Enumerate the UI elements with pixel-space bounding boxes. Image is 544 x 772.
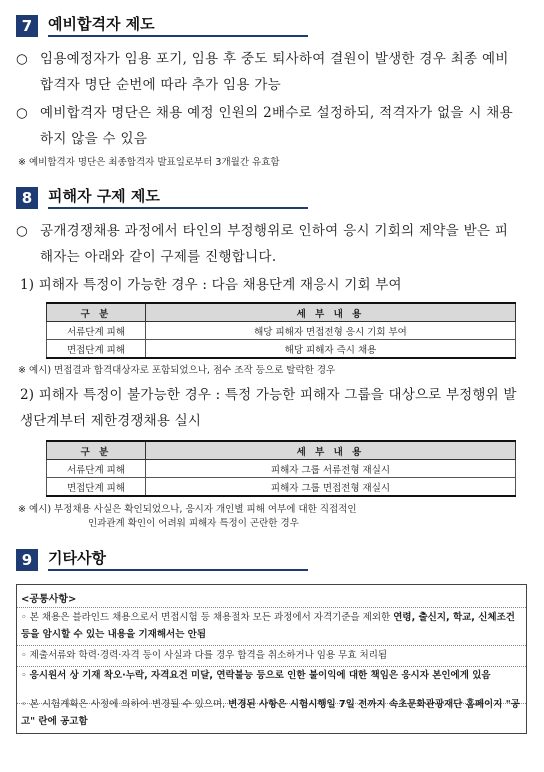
sec7-item-2 [16,100,520,152]
table-victim-unidentifiable [46,440,516,497]
sec8-sub-2 [20,382,520,434]
table-row [47,478,516,497]
divider [17,645,526,646]
section-number: 8 [16,187,38,209]
common-notes-box [16,584,527,734]
item-text: 예비합격자 명단은 채용 예정 인원의 2배수로 설정하되, 적격자가 없을 시 채용하지 않을 수 있음 [40,105,513,147]
section-title: 예비합격자 제도 [48,14,308,37]
table-row [47,322,516,340]
table-cell: 서류단계 피해 [47,322,146,340]
sec8-sub-1: 1) 피해자 특정이 가능한 경우 : 다음 채용단계 재응시 기회 부여 [20,277,402,293]
section-title: 피해자 구제 제도 [48,186,308,209]
table-header-row [47,441,516,460]
small-circle-bullet-icon: ◦ [21,699,27,710]
col-header: 세 부 내 용 [146,441,516,460]
divider [17,607,526,608]
item-text: 공개경쟁채용 과정에서 타인의 부정행위로 인하여 응시 기회의 제약을 받은 피해자는 아래와 같이 구제를 진행합니다. [40,223,509,265]
section-9-header [16,548,308,571]
section-title: 기타사항 [48,548,308,571]
sec7-note: ※ 예비합격자 명단은 최종합격자 발표일로부터 3개월간 유효함 [18,157,280,168]
col-header: 세 부 내 용 [146,303,516,322]
section-number: 7 [16,15,38,37]
item-bold-text: 응시원서 상 기재 착오·누락, 자격요건 미달, 연락불능 등으로 인한 불이익에 대한 책임은 응시자 본인에게 있음 [29,670,491,681]
item-text: 임용예정자가 임용 포기, 임용 후 중도 퇴사하여 결원이 발생한 경우 최종 예비합격자 명단 순번에 따라 추가 임용 가능 [40,51,509,93]
table-cell: 면접단계 피해 [47,340,146,359]
circle-bullet-icon: ○ [16,51,29,67]
notes-item-4 [21,696,521,730]
table-cell: 피해자 그룹 서류전형 재실시 [146,460,516,478]
table-cell: 해당 피해자 즉시 채용 [146,340,516,359]
table-header-row [47,303,516,322]
item-text: 제출서류와 학력·경력·자격 등이 사실과 다를 경우 합격을 취소하거나 임용 무효 처리됨 [29,650,388,661]
col-header: 구 분 [47,303,146,322]
section-7-header [16,14,308,37]
box-header: <공통사항> [21,594,77,605]
table-cell: 면접단계 피해 [47,478,146,497]
sec8-note-1: ※ 예시) 면접결과 합격대상자로 포함되었으나, 점수 조작 등으로 탈락한 경우 [18,365,336,376]
circle-bullet-icon: ○ [16,223,29,239]
sec7-item-1 [16,46,520,98]
table-cell: 서류단계 피해 [47,460,146,478]
item-bold-text: 변경된 사항은 시험시행일 7일 전까지 속초문화관광재단 홈페이지 "공고" 란에 공고함 [21,699,520,727]
small-circle-bullet-icon: ◦ [21,670,27,681]
sec8-note-2-cont: 인과관계 확인이 어려워 피해자 특정이 곤란한 경우 [88,518,299,529]
table-row [47,340,516,359]
section-8-header [16,186,308,209]
section-number: 9 [16,549,38,571]
small-circle-bullet-icon: ◦ [21,612,27,623]
table-cell: 피해자 그룹 면접전형 재실시 [146,478,516,497]
notes-item-2 [21,647,521,664]
table-row [47,460,516,478]
sub-text: 2) 피해자 특정이 불가능한 경우 : 특정 가능한 피해자 그룹을 대상으로 부정행위 발생단계부터 제한경쟁채용 실시 [20,387,517,429]
sec8-item [16,218,520,270]
item-bold-text: 연령, 출신지, 학교, 신체조건 등을 암시할 수 있는 내용을 기재해서는 안됨 [21,612,515,640]
item-text: 본 채용은 블라인드 채용으로서 면접시험 등 채용절차 모든 과정에서 자격기준을 제외한 [29,612,394,623]
notes-item-1 [21,609,521,643]
sec8-note-2: ※ 예시) 부정채용 사실은 확인되었으나, 응시자 개인별 피해 여부에 대한 직접적인 [18,504,357,515]
item-text: 본 시험계획은 사정에 의하여 변경될 수 있으며, [29,699,229,710]
table-cell: 해당 피해자 면접전형 응시 기회 부여 [146,322,516,340]
col-header: 구 분 [47,441,146,460]
circle-bullet-icon: ○ [16,105,29,121]
table-victim-identifiable [46,302,516,359]
notes-item-3 [21,667,521,684]
small-circle-bullet-icon: ◦ [21,650,27,661]
